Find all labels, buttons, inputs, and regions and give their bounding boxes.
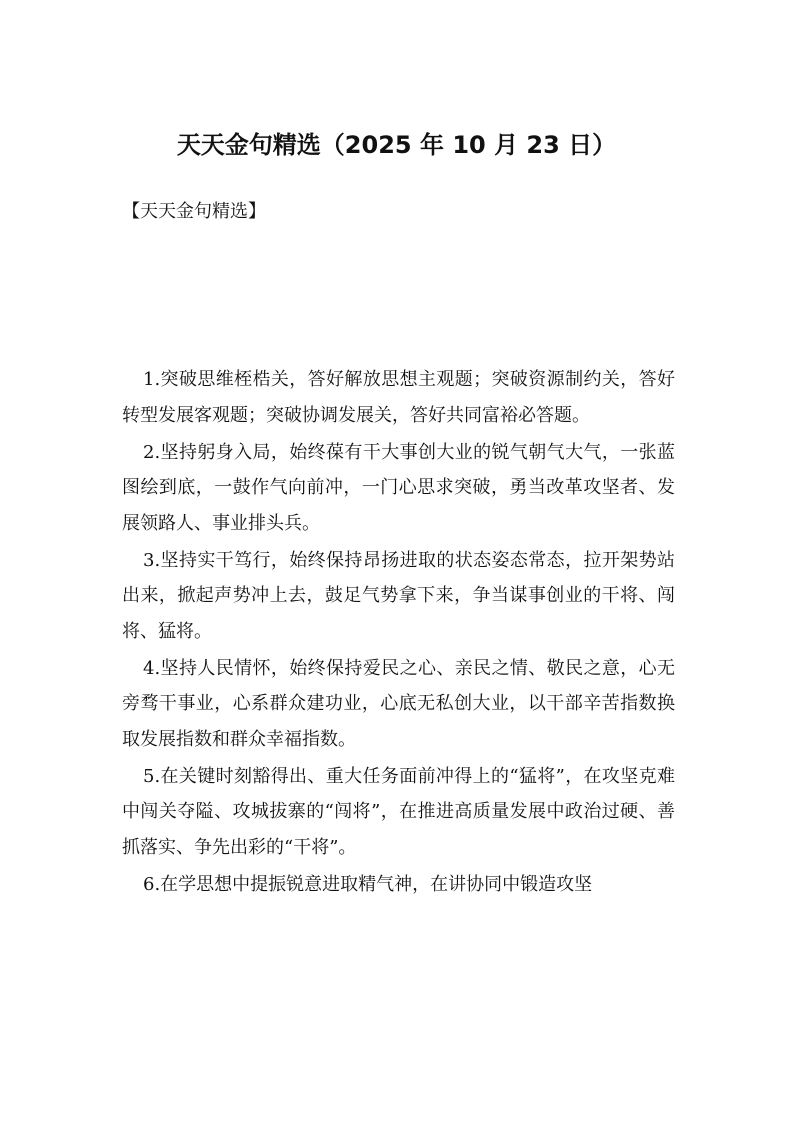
section-label: 【天天金句精选】 [122,201,266,222]
page-title: 天天金句精选（2025 年 10 月 23 日） [176,131,617,159]
document-body [122,362,675,904]
paragraph-3: 3.坚持实干笃行，始终保持昂扬进取的状态姿态常态，拉开架势站出来，掀起声势冲上去，鼓足气势拿下来，争当谋事创业的干将、闯将、猛将。 [122,549,675,642]
paragraph-6: 6.在学思想中提振锐意进取精气神，在讲协同中锻造攻坚 [143,873,593,895]
paragraph-5: 5.在关键时刻豁得出、重大任务面前冲得上的“猛将”，在攻坚克难中闯关夺隘、攻城拔寨的“闯将”，在推进高质量发展中政治过硬、善抓落实、争先出彩的“干将”。 [122,765,675,858]
paragraph-2: 2.坚持躬身入局，始终葆有干大事创大业的锐气朝气大气，一张蓝图绘到底，一鼓作气向前冲，一门心思求突破，勇当改革攻坚者、发展领路人、事业排头兵。 [122,441,675,534]
paragraph-1: 1.突破思维桎梏关，答好解放思想主观题；突破资源制约关，答好转型发展客观题；突破协调发展关，答好共同富裕必答题。 [122,369,675,426]
paragraph-4: 4.坚持人民情怀，始终保持爱民之心、亲民之情、敬民之意，心无旁骛干事业，心系群众建功业，心底无私创大业，以干部辛苦指数换取发展指数和群众幸福指数。 [122,657,675,750]
